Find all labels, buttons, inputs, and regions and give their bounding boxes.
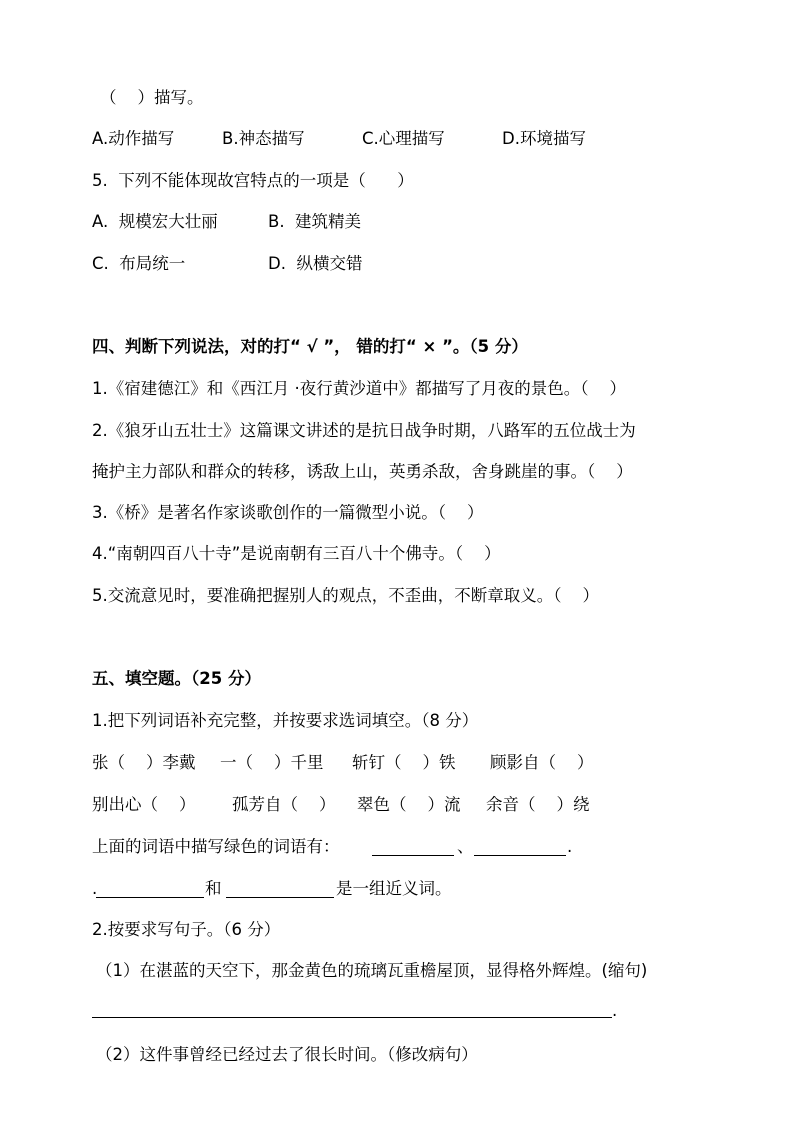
- idiom-6: 孤芳自（ ）: [232, 795, 336, 814]
- synonym-end: 是一组近义词。: [336, 879, 452, 898]
- idiom-1: 张（ ）李戴: [92, 753, 196, 772]
- idiom-8: 余音（ ）绕: [486, 795, 590, 814]
- green-word-blank-1[interactable]: [372, 855, 454, 856]
- idiom-4: 顾影自（ ）: [490, 753, 594, 772]
- green-words-end: .: [567, 837, 573, 856]
- green-words-separator: 、: [457, 837, 474, 856]
- q4-stem-end: （ ）描写。: [100, 88, 204, 107]
- section5-q2-sub1: （1）在湛蓝的天空下，那金黄色的琉璃瓦重檐屋顶，显得格外辉煌。(缩句): [96, 961, 648, 980]
- q4-option-c: C.心理描写: [362, 129, 445, 148]
- section4-item-5: 5.交流意见时，要准确把握别人的观点，不歪曲，不断章取义。（ ）: [92, 586, 599, 605]
- section4-item-4: 4.“南朝四百八十寺”是说南朝有三百八十个佛寺。（ ）: [92, 544, 501, 563]
- idiom-2: 一（ ）千里: [220, 753, 324, 772]
- q5-option-a: A. 规模宏大壮丽: [92, 212, 218, 231]
- section4-item-2: 2.《狼牙山五壮士》这篇课文讲述的是抗日战争时期，八路军的五位战士为: [92, 421, 636, 440]
- idiom-7: 翠色（ ）流: [357, 795, 461, 814]
- section4-item-1: 1.《宿建德江》和《西江月 ·夜行黄沙道中》都描写了月夜的景色。（ ）: [92, 379, 626, 398]
- q5-option-c: C. 布局统一: [92, 254, 186, 273]
- q4-option-d: D.环境描写: [502, 129, 586, 148]
- section4-item-2-cont: 掩护主力部队和群众的转移，诱敌上山，英勇杀敌，舍身跳崖的事。（ ）: [92, 462, 633, 481]
- section5-q2-sub2: （2）这件事曾经已经过去了很长时间。（修改病句）: [96, 1045, 478, 1064]
- q4-option-a: A.动作描写: [92, 129, 175, 148]
- synonym-lead: .: [92, 879, 98, 898]
- green-word-blank-2[interactable]: [474, 855, 566, 856]
- q5-option-b: B. 建筑精美: [268, 212, 362, 231]
- synonym-and: 和: [205, 879, 222, 898]
- q5-stem: 5. 下列不能体现故宫特点的一项是（ ）: [92, 171, 414, 190]
- q5-option-d: D. 纵横交错: [268, 254, 363, 273]
- synonym-blank-2[interactable]: [226, 897, 334, 898]
- answer-line-sub1[interactable]: [92, 1017, 612, 1018]
- section5-q2-stem: 2.按要求写句子。（6 分）: [92, 920, 281, 939]
- answer-line-sub1-end: .: [612, 1001, 618, 1020]
- section4-item-3: 3.《桥》是著名作家谈歌创作的一篇微型小说。（ ）: [92, 503, 484, 522]
- green-words-prompt: 上面的词语中描写绿色的词语有：: [92, 837, 340, 856]
- q4-option-b: B.神态描写: [222, 129, 305, 148]
- synonym-blank-1[interactable]: [96, 897, 204, 898]
- idiom-5: 别出心（ ）: [92, 795, 196, 814]
- section5-heading: 五、填空题。（25 分）: [92, 669, 261, 688]
- section4-heading: 四、判断下列说法，对的打“ √ ”， 错的打“ × ”。（5 分）: [92, 337, 528, 356]
- idiom-3: 斩钉（ ）铁: [352, 753, 456, 772]
- section5-q1-stem: 1.把下列词语补充完整，并按要求选词填空。（8 分）: [92, 711, 479, 730]
